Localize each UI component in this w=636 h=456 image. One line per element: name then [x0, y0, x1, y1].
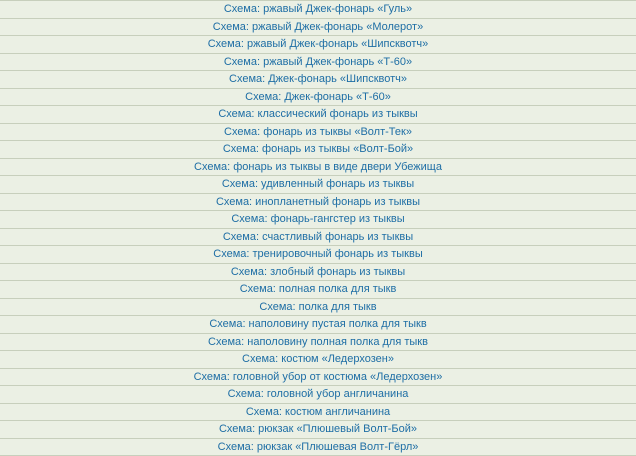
list-item[interactable] [0, 194, 636, 212]
plan-link[interactable]: Схема: наполовину пустая полка для тыкв [209, 318, 426, 330]
list-item[interactable] [0, 264, 636, 282]
list-item[interactable] [0, 351, 636, 369]
plan-link[interactable]: Схема: фонарь из тыквы «Волт-Бой» [223, 143, 413, 155]
list-item[interactable] [0, 281, 636, 299]
plan-link[interactable]: Схема: фонарь из тыквы «Волт-Тек» [224, 126, 412, 138]
plan-link[interactable]: Схема: ржавый Джек-фонарь «Молерот» [213, 21, 423, 33]
list-item[interactable] [0, 54, 636, 72]
list-item[interactable] [0, 229, 636, 247]
list-item[interactable] [0, 89, 636, 107]
plan-link[interactable]: Схема: злобный фонарь из тыквы [231, 266, 405, 278]
plan-link[interactable]: Схема: полная полка для тыкв [240, 283, 397, 295]
plan-link[interactable]: Схема: головной убор англичанина [228, 388, 409, 400]
list-item[interactable] [0, 369, 636, 387]
list-item[interactable] [0, 19, 636, 37]
plan-link[interactable]: Схема: рюкзак «Плюшевый Волт-Бой» [219, 423, 417, 435]
list-item[interactable] [0, 421, 636, 439]
plan-link[interactable]: Схема: тренировочный фонарь из тыквы [213, 248, 422, 260]
list-item[interactable] [0, 36, 636, 54]
plan-link[interactable]: Схема: счастливый фонарь из тыквы [223, 231, 413, 243]
plan-link[interactable]: Схема: Джек-фонарь «Т-60» [245, 91, 391, 103]
plan-link[interactable]: Схема: костюм «Ледерхозен» [242, 353, 394, 365]
list-item[interactable] [0, 71, 636, 89]
list-item[interactable] [0, 141, 636, 159]
list-item[interactable] [0, 106, 636, 124]
plan-link[interactable]: Схема: рюкзак «Плюшевая Волт-Гёрл» [218, 441, 419, 453]
list-item[interactable] [0, 316, 636, 334]
plan-link[interactable]: Схема: наполовину полная полка для тыкв [208, 336, 428, 348]
plan-link[interactable]: Схема: ржавый Джек-фонарь «Гуль» [224, 3, 412, 15]
list-item[interactable] [0, 211, 636, 229]
plan-link[interactable]: Схема: головной убор от костюма «Ледерхозен» [194, 371, 443, 383]
list-item[interactable] [0, 386, 636, 404]
plan-link[interactable]: Схема: Джек-фонарь «Шипсквотч» [229, 73, 407, 85]
list-item[interactable] [0, 176, 636, 194]
plan-link[interactable]: Схема: костюм англичанина [246, 406, 390, 418]
list-item[interactable] [0, 246, 636, 264]
plan-link[interactable]: Схема: инопланетный фонарь из тыквы [216, 196, 420, 208]
list-item[interactable] [0, 439, 636, 456]
plan-link[interactable]: Схема: фонарь из тыквы в виде двери Убежища [194, 161, 442, 173]
list-item[interactable] [0, 334, 636, 352]
plan-link[interactable]: Схема: фонарь-гангстер из тыквы [231, 213, 404, 225]
list-item[interactable] [0, 1, 636, 19]
list-item[interactable] [0, 404, 636, 422]
list-item[interactable] [0, 124, 636, 142]
plan-link[interactable]: Схема: удивленный фонарь из тыквы [222, 178, 414, 190]
plan-link[interactable]: Схема: полка для тыкв [259, 301, 376, 313]
list-item[interactable] [0, 159, 636, 177]
list-item[interactable] [0, 299, 636, 317]
plan-link[interactable]: Схема: ржавый Джек-фонарь «Шипсквотч» [208, 38, 429, 50]
plan-link[interactable]: Схема: ржавый Джек-фонарь «Т-60» [224, 56, 412, 68]
plan-link[interactable]: Схема: классический фонарь из тыквы [218, 108, 417, 120]
